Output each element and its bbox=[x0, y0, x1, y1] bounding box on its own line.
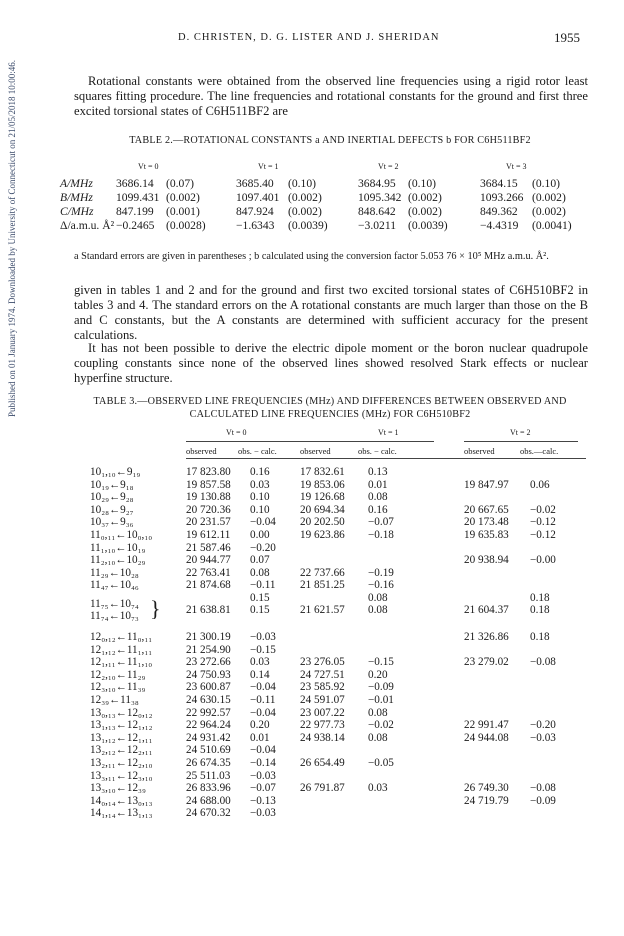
t3-cell: −0.01 bbox=[368, 694, 394, 706]
t3-cell: 0.08 bbox=[368, 731, 388, 744]
t3-cell: −0.03 bbox=[250, 807, 276, 820]
t2-cell: (0.10) bbox=[408, 177, 437, 190]
t3-cell: 23 272.66 bbox=[186, 656, 231, 669]
t3-cell: −0.04 bbox=[250, 681, 276, 694]
t2-cell: (0.0041) bbox=[532, 219, 572, 232]
t3-cell: −0.05 bbox=[368, 757, 394, 769]
t3-cell: 24 727.51 bbox=[300, 668, 345, 681]
t3-cell: 22 992.57 bbox=[186, 706, 231, 719]
t3-cell: 24 931.42 bbox=[186, 731, 231, 744]
t2-col-0: Vt = 0 bbox=[138, 162, 159, 171]
t3-cell: 26 674.35 bbox=[186, 757, 231, 769]
t3-cell: −0.07 bbox=[368, 516, 394, 529]
t2-cell: (0.002) bbox=[408, 191, 442, 204]
t3-cell: 19 635.83 bbox=[464, 529, 509, 541]
t3-cell: 24 938.14 bbox=[300, 731, 345, 744]
t3-cell: 24 719.79 bbox=[464, 794, 509, 807]
t3-transition: 12₀,₁₂←11₀,₁₁ bbox=[90, 631, 153, 643]
t3-transition: 13₁,₁₃←12₁,₁₂ bbox=[90, 719, 153, 732]
t2-cell: −3.0211 bbox=[358, 219, 396, 232]
t3-cell: −0.20 bbox=[530, 719, 556, 732]
t3-bracket-transition-2: 11₇₄←10₇₃ bbox=[90, 610, 139, 622]
t3-cell: 19 130.88 bbox=[186, 491, 231, 504]
t3-cell: 0.08 bbox=[250, 566, 270, 579]
t3-cell: 0.15 bbox=[250, 604, 270, 616]
t3-cell: 19 623.86 bbox=[300, 529, 345, 541]
t3-cell: 22 977.73 bbox=[300, 719, 345, 732]
t3-transition: 12₁,₁₁←11₁,₁₀ bbox=[90, 656, 153, 669]
t3-cell: 0.20 bbox=[250, 719, 270, 732]
t3-cell: 0.08 bbox=[368, 491, 388, 504]
t3-transition: 12₃₉←11₃₈ bbox=[90, 694, 139, 706]
t3-cell: 21 300.19 bbox=[186, 631, 231, 643]
t3-cell: 23 276.05 bbox=[300, 656, 345, 669]
t3-cell: 19 857.58 bbox=[186, 478, 231, 491]
t2-cell: (0.002) bbox=[166, 191, 200, 204]
t3-cell: 25 511.03 bbox=[186, 769, 231, 782]
t3-cell: 20 667.65 bbox=[464, 503, 509, 516]
t3-cell: −0.02 bbox=[368, 719, 394, 732]
t3-cell: −0.04 bbox=[250, 744, 276, 757]
t3-cell: 0.01 bbox=[250, 731, 270, 744]
t3-cell: 0.07 bbox=[250, 554, 270, 567]
t3-cell: −0.02 bbox=[530, 503, 556, 516]
t3-cell: 24 591.07 bbox=[300, 694, 345, 706]
t3-cell: 20 938.94 bbox=[464, 554, 509, 567]
t3-cell: 0.08 bbox=[368, 604, 388, 616]
t3-cell: 21 851.25 bbox=[300, 579, 345, 592]
t3-cell: −0.12 bbox=[530, 529, 556, 541]
t3-bracket-d1: 0.08 bbox=[368, 592, 388, 604]
t2-row-label: B/MHz bbox=[60, 191, 93, 204]
t3-cell: −0.03 bbox=[250, 769, 276, 782]
t3-cell: 24 510.69 bbox=[186, 744, 231, 757]
t3-bracket-d2: 0.18 bbox=[530, 592, 550, 604]
t3-header-rule bbox=[186, 458, 586, 459]
t3-subhead: obs. − calc. bbox=[238, 446, 277, 456]
para3-text: It has not been possible to derive the electric dipole moment or the boron nuclear quadrupole coupling constants since none of the observed lines showed resolved Stark effects or nuclear hyperfine structure. bbox=[74, 341, 588, 385]
t3-cell: 24 750.93 bbox=[186, 668, 231, 681]
t3-cell: 0.14 bbox=[250, 668, 270, 681]
t3-cell: 0.18 bbox=[530, 631, 550, 643]
t2-cell: 3686.14 bbox=[116, 177, 154, 190]
t3-subhead: obs. − calc. bbox=[358, 446, 397, 456]
t3-cell: 0.18 bbox=[530, 604, 550, 616]
t3-cell: −0.07 bbox=[250, 782, 276, 795]
t3-transition: 11₀,₁₁←10₀,₁₀ bbox=[90, 529, 153, 541]
t3-cell: −0.03 bbox=[250, 631, 276, 643]
t3-transition: 11₂,₁₀←10₂₉ bbox=[90, 554, 146, 567]
t3-transition: 14₀,₁₄←13₀,₁₃ bbox=[90, 794, 153, 807]
t2-col-3: Vt = 3 bbox=[506, 162, 527, 171]
table3-caption-line1: TABLE 3.—OBSERVED LINE FREQUENCIES (MHz) AND DIFFERENCES BETWEEN OBSERVED AND bbox=[93, 396, 567, 407]
t3-transition: 10₂₉←9₂₈ bbox=[90, 491, 134, 504]
t3-transition: 13₃,₁₁←12₃,₁₀ bbox=[90, 769, 153, 782]
t3-cell: 26 833.96 bbox=[186, 782, 231, 795]
t3-cell: 0.00 bbox=[250, 529, 270, 541]
t3-transition: 13₃,₁₀←12₃₉ bbox=[90, 782, 146, 795]
t3-cell: 0.03 bbox=[368, 782, 388, 795]
t3-cell: −0.20 bbox=[250, 541, 276, 554]
t3-cell: 0.16 bbox=[368, 503, 388, 516]
t2-cell: (0.10) bbox=[288, 177, 317, 190]
t2-row-label: A/MHz bbox=[60, 177, 93, 190]
t3-cell: 22 737.66 bbox=[300, 566, 345, 579]
t2-cell: 847.924 bbox=[236, 205, 274, 218]
t3-cell: 23 600.87 bbox=[186, 681, 231, 694]
t3-cell: 0.06 bbox=[530, 478, 550, 491]
t3-transition: 11₂₉←10₂₈ bbox=[90, 566, 139, 579]
t3-cell: −0.11 bbox=[250, 694, 276, 706]
t3-transition: 10₁,₁₀←9₁₉ bbox=[90, 466, 141, 478]
t3-cell: 21 621.57 bbox=[300, 604, 345, 616]
t3-cell: 26 791.87 bbox=[300, 782, 345, 795]
t2-cell: 3684.95 bbox=[358, 177, 396, 190]
t2-row-label: C/MHz bbox=[60, 205, 94, 218]
t3-cell: 24 630.15 bbox=[186, 694, 231, 706]
para1-text: Rotational constants were obtained from the observed line frequencies using a rigid rotor least squares fitting procedure. The line frequencies and rotational constants for the ground and first three excited torsional states of C6H511BF2 are bbox=[74, 74, 588, 118]
t3-cell: 22 763.41 bbox=[186, 566, 231, 579]
t3-cell: 24 688.00 bbox=[186, 794, 231, 807]
t3-cell: −0.19 bbox=[368, 566, 394, 579]
t3-cell: 19 847.97 bbox=[464, 478, 509, 491]
paragraph-2: given in tables 1 and 2 and for the ground and first two excited torsional states of C6H510BF2 in tables 3 and 4. The standard errors on the A rotational constants are much larger than those on the B and C constants, but the A constants are determined with sufficient accuracy for the present calculations. bbox=[74, 283, 588, 342]
t3-cell: 19 126.68 bbox=[300, 491, 345, 504]
t3-transition: 11₁,₁₀←10₁₉ bbox=[90, 541, 146, 554]
t3-cell: 17 832.61 bbox=[300, 466, 345, 478]
t2-cell: 849.362 bbox=[480, 205, 518, 218]
t3-cell: 23 007.22 bbox=[300, 706, 345, 719]
t3-cell: 20 231.57 bbox=[186, 516, 231, 529]
t3-cell: 0.03 bbox=[250, 478, 270, 491]
t3-transition: 12₂,₁₀←11₂₉ bbox=[90, 668, 146, 681]
t3-transition: 13₁,₁₂←12₁,₁₁ bbox=[90, 731, 153, 744]
t2-cell: −4.4319 bbox=[480, 219, 519, 232]
t3-cell: 23 279.02 bbox=[464, 656, 509, 669]
t3-group-rule bbox=[300, 441, 434, 442]
t2-row-label: Δ/a.m.u. Å² bbox=[60, 219, 115, 232]
t3-cell: 20 720.36 bbox=[186, 503, 231, 516]
t2-cell: 1095.342 bbox=[358, 191, 402, 204]
t3-cell: −0.08 bbox=[530, 782, 556, 795]
t2-cell: (0.0039) bbox=[408, 219, 448, 232]
table3-caption-line2: CALCULATED LINE FREQUENCIES (MHz) FOR C6H510BF2 bbox=[189, 409, 471, 420]
t3-transition: 10₃₇←9₃₆ bbox=[90, 516, 134, 529]
t3-cell: 23 585.92 bbox=[300, 681, 345, 694]
t3-cell: −0.09 bbox=[530, 794, 556, 807]
t3-cell: −0.09 bbox=[368, 681, 394, 694]
t3-cell: 22 991.47 bbox=[464, 719, 509, 732]
t3-cell: −0.12 bbox=[530, 516, 556, 529]
t2-cell: 847.199 bbox=[116, 205, 154, 218]
t2-cell: 1093.266 bbox=[480, 191, 524, 204]
t3-group-rule bbox=[464, 441, 578, 442]
t3-cell: 19 853.06 bbox=[300, 478, 345, 491]
t3-cell: 0.03 bbox=[250, 656, 270, 669]
t3-cell: 21 874.68 bbox=[186, 579, 231, 592]
t3-transition: 13₂,₁₁←12₂,₁₀ bbox=[90, 757, 153, 769]
t3-cell: 26 654.49 bbox=[300, 757, 345, 769]
table2-footnote: a Standard errors are given in parentheses ; b calculated using the conversion factor 5.053 76 × 10⁵ MHz a.m.u. Å². bbox=[74, 251, 549, 262]
t3-cell: 26 749.30 bbox=[464, 782, 509, 795]
t2-cell: 1097.401 bbox=[236, 191, 280, 204]
t2-cell: 1099.431 bbox=[116, 191, 160, 204]
t3-cell: −0.04 bbox=[250, 516, 276, 529]
t3-cell: −0.04 bbox=[250, 706, 276, 719]
t3-group-0: Vt = 0 bbox=[226, 428, 247, 437]
t3-cell: 20 202.50 bbox=[300, 516, 345, 529]
page-number: 1955 bbox=[554, 30, 580, 45]
t3-cell: −0.03 bbox=[530, 731, 556, 744]
t3-transition: 11₄₇←10₄₆ bbox=[90, 579, 139, 592]
t2-cell: (0.002) bbox=[532, 191, 566, 204]
t3-subhead: observed bbox=[464, 446, 495, 456]
t2-cell: −0.2465 bbox=[116, 219, 155, 232]
t3-cell: −0.00 bbox=[530, 554, 556, 567]
t3-group-rule bbox=[186, 441, 306, 442]
t2-col-2: Vt = 2 bbox=[378, 162, 399, 171]
t2-cell: (0.0039) bbox=[288, 219, 328, 232]
t3-cell: 20 173.48 bbox=[464, 516, 509, 529]
t3-cell: 0.20 bbox=[368, 668, 388, 681]
provenance-note: Published on 01 January 1974. Downloaded by University of Connecticut on 21/05/2018 10:00:46. bbox=[7, 60, 17, 417]
t3-cell: 19 612.11 bbox=[186, 529, 231, 541]
t3-cell: −0.15 bbox=[368, 656, 394, 669]
t3-cell: 21 326.86 bbox=[464, 631, 509, 643]
t3-subhead: observed bbox=[186, 446, 217, 456]
t3-transition: 14₁,₁₄←13₁,₁₃ bbox=[90, 807, 153, 820]
t3-cell: 21 638.81 bbox=[186, 604, 231, 616]
t3-cell: −0.08 bbox=[530, 656, 556, 669]
t3-bracket-transition-1: 11₇₅←10₇₄ bbox=[90, 598, 139, 610]
t3-cell: 22 964.24 bbox=[186, 719, 231, 732]
t3-subhead: observed bbox=[300, 446, 331, 456]
t3-cell: 20 944.77 bbox=[186, 554, 231, 567]
t3-cell: 0.01 bbox=[368, 478, 388, 491]
t3-cell: 0.10 bbox=[250, 491, 270, 504]
t3-transition: 10₂₈←9₂₇ bbox=[90, 503, 134, 516]
t3-bracket-d0: 0.15 bbox=[250, 592, 270, 604]
t3-cell: 21 587.46 bbox=[186, 541, 231, 554]
t3-bracket-brace: } bbox=[150, 596, 161, 621]
t3-cell: −0.16 bbox=[368, 579, 394, 592]
t3-transition: 13₀,₁₃←12₀,₁₂ bbox=[90, 706, 153, 719]
t3-cell: 0.16 bbox=[250, 466, 270, 478]
t3-transition: 12₃,₁₀←11₃₉ bbox=[90, 681, 146, 694]
t2-cell: (0.002) bbox=[288, 191, 322, 204]
t2-cell: (0.07) bbox=[166, 177, 195, 190]
t3-group-1: Vt = 1 bbox=[378, 428, 399, 437]
t3-cell: 24 944.08 bbox=[464, 731, 509, 744]
t3-cell: 0.13 bbox=[368, 466, 388, 478]
t3-cell: 24 670.32 bbox=[186, 807, 231, 820]
t2-cell: −1.6343 bbox=[236, 219, 275, 232]
t2-cell: (0.002) bbox=[288, 205, 322, 218]
t3-cell: −0.11 bbox=[250, 579, 276, 592]
t3-cell: 20 694.34 bbox=[300, 503, 345, 516]
t2-cell: 3684.15 bbox=[480, 177, 518, 190]
t3-cell: 0.10 bbox=[250, 503, 270, 516]
t3-transition: 13₂,₁₂←12₂,₁₁ bbox=[90, 744, 153, 757]
t2-cell: (0.002) bbox=[532, 205, 566, 218]
table2-caption: TABLE 2.—ROTATIONAL CONSTANTS a AND INERTIAL DEFECTS b FOR C6H511BF2 bbox=[129, 135, 531, 146]
t3-cell: −0.15 bbox=[250, 643, 276, 656]
t3-cell: 21 254.90 bbox=[186, 643, 231, 656]
t3-cell: 0.08 bbox=[368, 706, 388, 719]
t3-cell: 21 604.37 bbox=[464, 604, 509, 616]
t3-cell: 17 823.80 bbox=[186, 466, 231, 478]
t3-transition: 10₁₉←9₁₈ bbox=[90, 478, 134, 491]
t3-cell: −0.18 bbox=[368, 529, 394, 541]
header-authors: D. CHRISTEN, D. G. LISTER AND J. SHERIDAN bbox=[178, 32, 440, 43]
t2-cell: (0.10) bbox=[532, 177, 561, 190]
t3-transition: 12₁,₁₂←11₁,₁₁ bbox=[90, 643, 153, 656]
t3-cell: −0.13 bbox=[250, 794, 276, 807]
t2-cell: (0.002) bbox=[408, 205, 442, 218]
t2-cell: 3685.40 bbox=[236, 177, 274, 190]
t2-cell: (0.001) bbox=[166, 205, 200, 218]
t3-cell: −0.14 bbox=[250, 757, 276, 769]
t3-group-2: Vt = 2 bbox=[510, 428, 531, 437]
t2-cell: 848.642 bbox=[358, 205, 396, 218]
t2-col-1: Vt = 1 bbox=[258, 162, 279, 171]
t3-subhead: obs.—calc. bbox=[520, 446, 559, 456]
t2-cell: (0.0028) bbox=[166, 219, 206, 232]
